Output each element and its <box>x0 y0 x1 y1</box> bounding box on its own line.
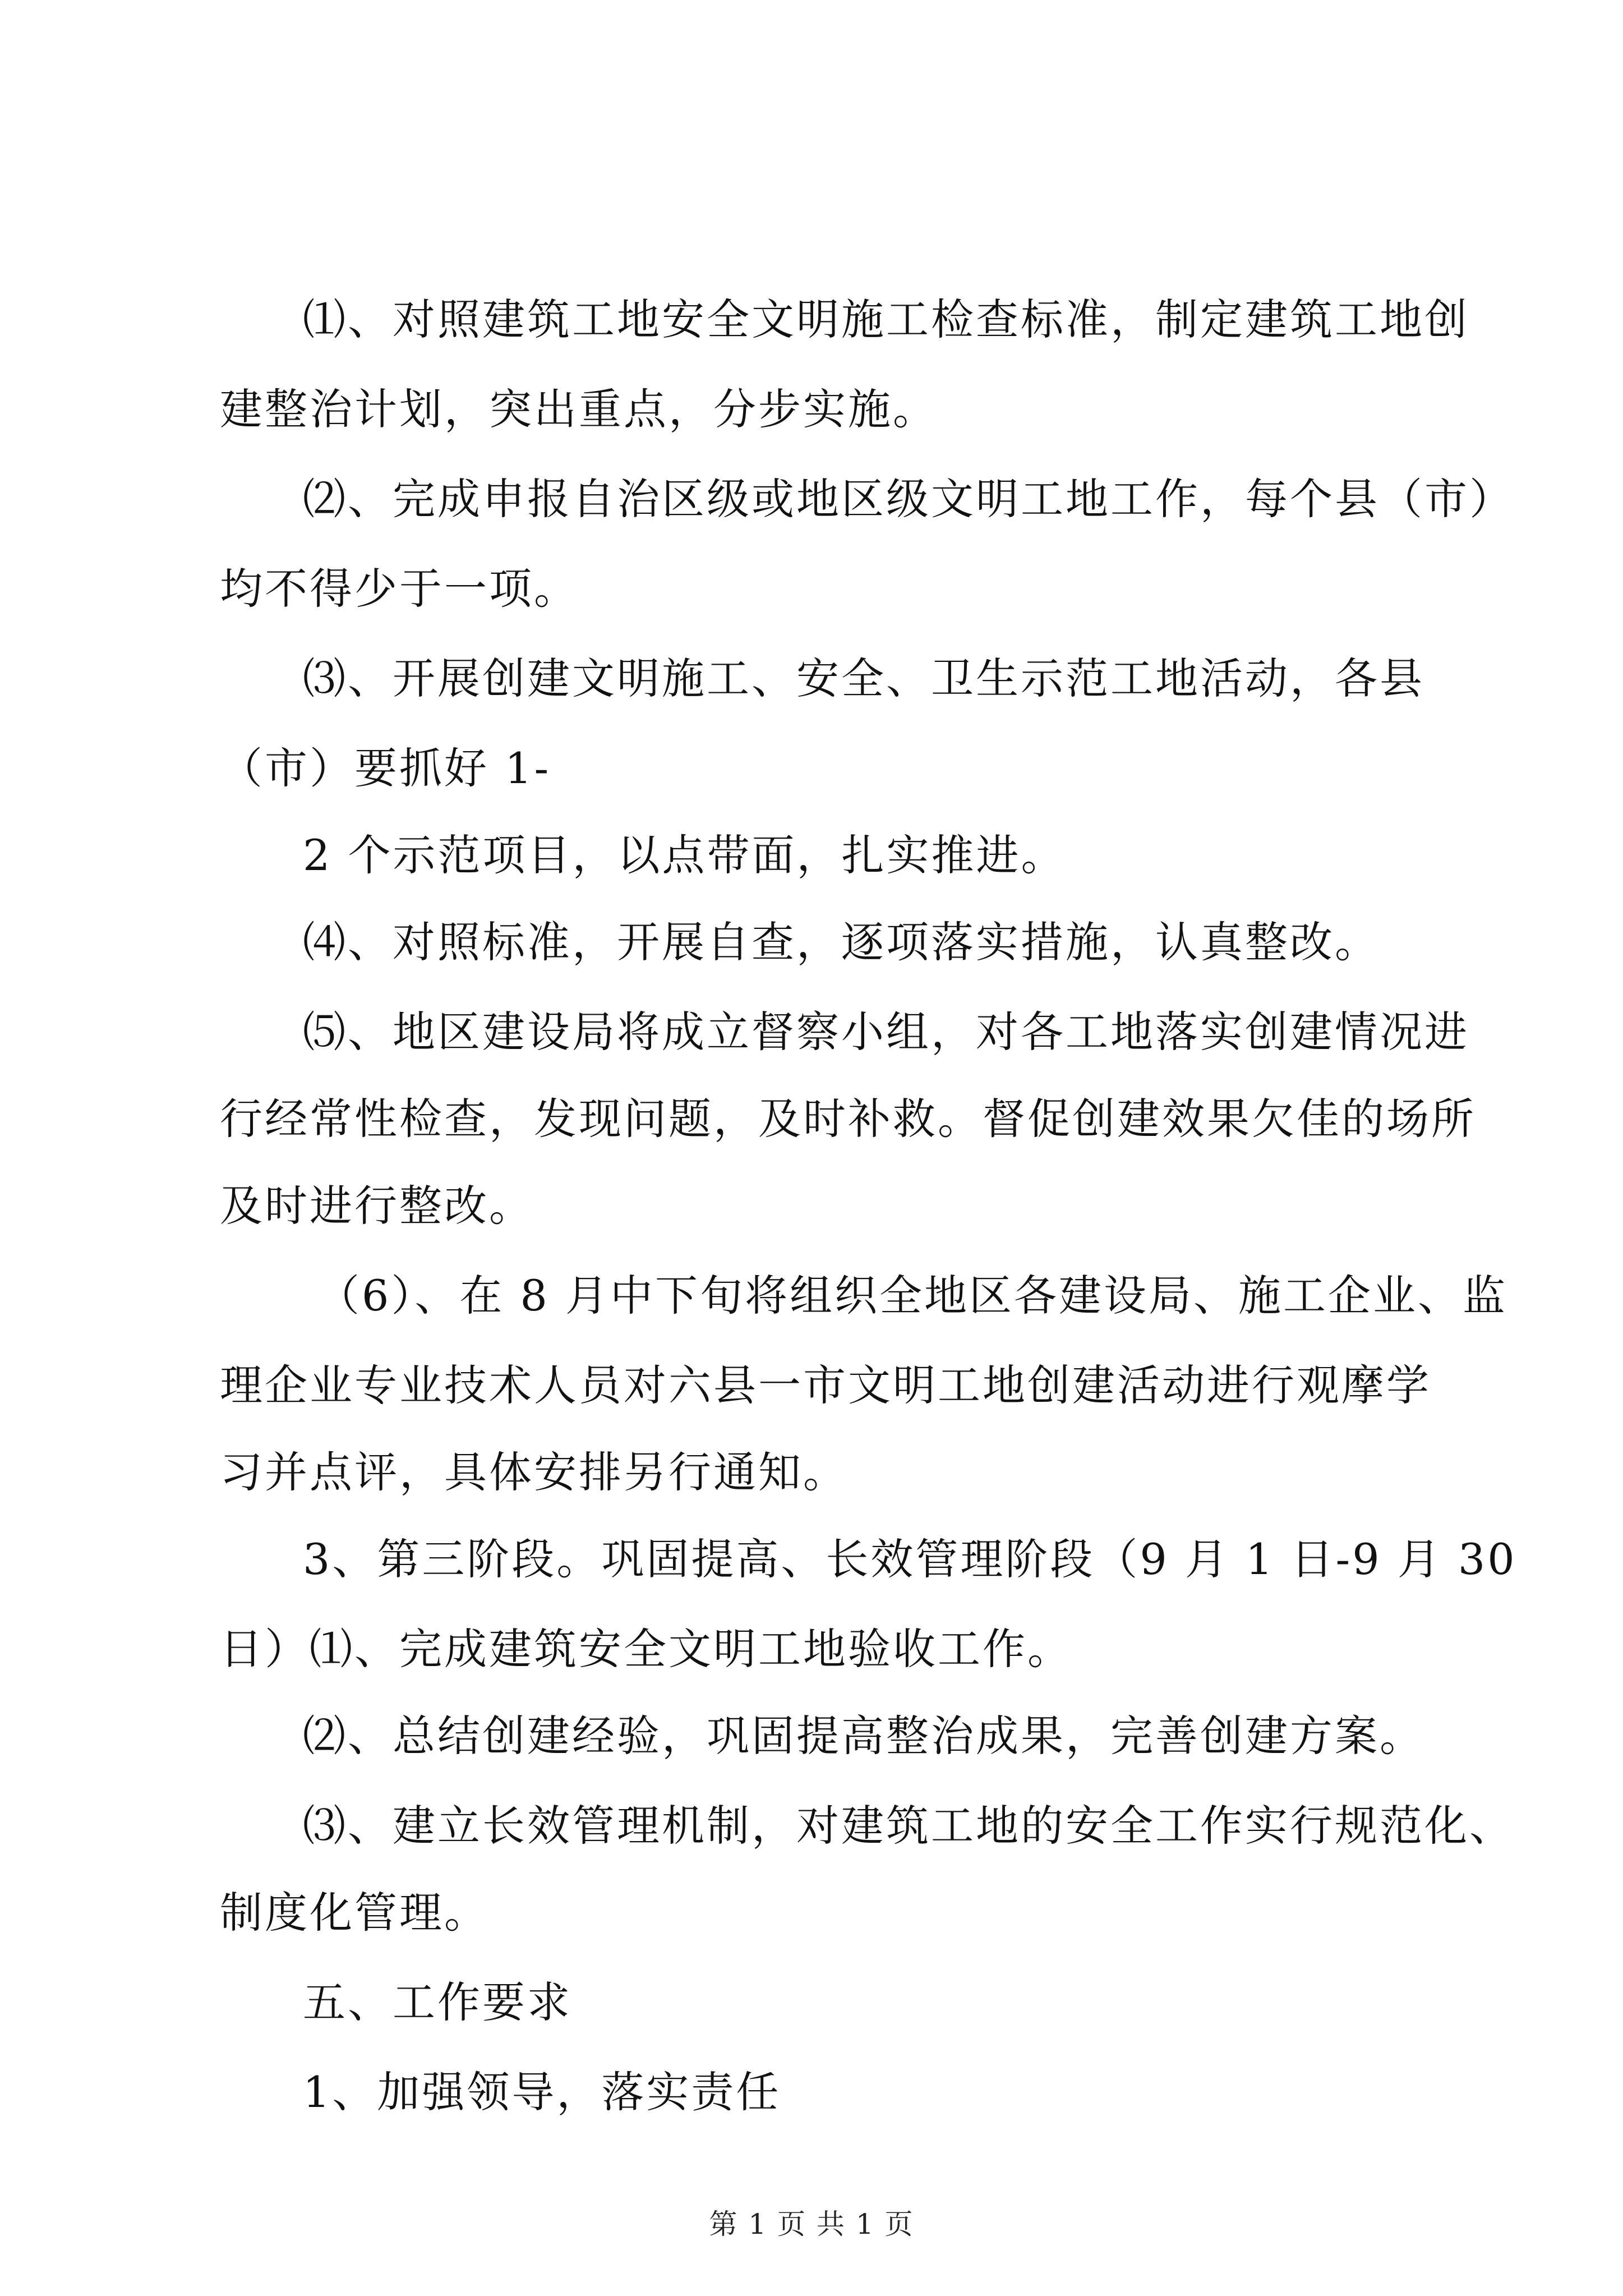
paragraph-line: ⑵、总结创建经验，巩固提高整治成果，完善创建方案。 <box>303 1711 1424 1761</box>
paragraph-line: 均不得少于一项。 <box>220 564 579 614</box>
paragraph-line: 3、第三阶段。巩固提高、长效管理阶段（9 月 1 日-9 月 30 <box>303 1534 1517 1584</box>
paragraph-line: 及时进行整改。 <box>220 1181 534 1231</box>
paragraph-line: ⑷、对照标准，开展自查，逐项落实措施，认真整改。 <box>303 917 1380 967</box>
paragraph-line: 行经常性检查，发现问题，及时补救。督促创建效果欠佳的场所 <box>220 1094 1476 1144</box>
section-heading: 五、工作要求 <box>303 1977 572 2027</box>
page-number-footer: 第 1 页 共 1 页 <box>709 2208 914 2240</box>
paragraph-line: （市）要抓好 1- <box>220 743 551 793</box>
paragraph-line: （6）、在 8 月中下旬将组织全地区各建设局、施工企业、监 <box>317 1271 1508 1320</box>
paragraph-line: 日）⑴、完成建筑安全文明工地验收工作。 <box>220 1624 1072 1674</box>
subsection-heading: 1、加强领导，落实责任 <box>303 2067 781 2117</box>
paragraph-line: ⑸、地区建设局将成立督察小组，对各工地落实创建情况进 <box>303 1007 1469 1057</box>
paragraph-line: ⑶、开展创建文明施工、安全、卫生示范工地活动，各县 <box>303 654 1424 703</box>
paragraph-line: ⑵、完成申报自治区级或地区级文明工地工作，每个县（市） <box>303 474 1514 524</box>
paragraph-line: 2 个示范项目，以点带面，扎实推进。 <box>303 830 1066 880</box>
paragraph-line: 理企业专业技术人员对六县一市文明工地创建活动进行观摩学 <box>220 1360 1431 1410</box>
paragraph-line: 制度化管理。 <box>220 1888 489 1938</box>
paragraph-line: ⑴、对照建筑工地安全文明施工检查标准，制定建筑工地创 <box>303 295 1469 344</box>
paragraph-line: ⑶、建立长效管理机制，对建筑工地的安全工作实行规范化、 <box>303 1801 1514 1851</box>
paragraph-line: 习并点评，具体安排另行通知。 <box>220 1447 848 1497</box>
paragraph-line: 建整治计划，突出重点，分步实施。 <box>220 384 938 434</box>
